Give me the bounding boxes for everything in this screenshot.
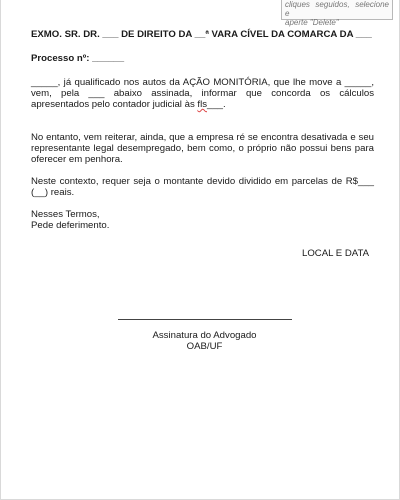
court-heading: EXMO. SR. DR. ___ DE DIREITO DA __ª VARA CÍVEL DA COMARCA DA ___ [31, 29, 372, 40]
signature-label: Assinatura do Advogado [152, 330, 257, 341]
hint-line-2: aperte "Delete" [285, 18, 339, 27]
document-body [31, 29, 374, 352]
paragraph-agreement [31, 77, 374, 110]
hint-line-1: cliques seguidos, selecione e [285, 0, 389, 18]
closing-line-1: Nesses Termos, [31, 209, 100, 220]
paragraph-agreement-end: ___. [207, 99, 226, 110]
fls-abbrev: fls [197, 99, 207, 110]
instruction-hint-box [281, 0, 393, 27]
oab-label: OAB/UF [186, 341, 223, 352]
signature-block [33, 330, 376, 352]
closing-block [31, 209, 374, 231]
closing-line-2: Pede deferimento. [31, 220, 110, 231]
process-number: Processo nº: ______ [31, 53, 125, 64]
local-date: LOCAL E DATA [302, 248, 369, 259]
paragraph-agreement-text: _____, já qualificado nos autos da AÇÃO MONITÓRIA, que lhe move a _____, vem, pela ___ abaixo assinada, informar que concorda os cálculos apresentados pelo contador judicial às [31, 77, 374, 110]
paragraph-reiteration: No entanto, vem reiterar, ainda, que a empresa ré se encontra desativada e seu representante legal desempregado, bem como, o próprio não possui bens para oferecer em penhora. [31, 132, 374, 165]
paragraph-request: Neste contexto, requer seja o montante devido dividido em parcelas de R$___ (__) reais. [31, 176, 374, 198]
signature-line [118, 319, 292, 320]
